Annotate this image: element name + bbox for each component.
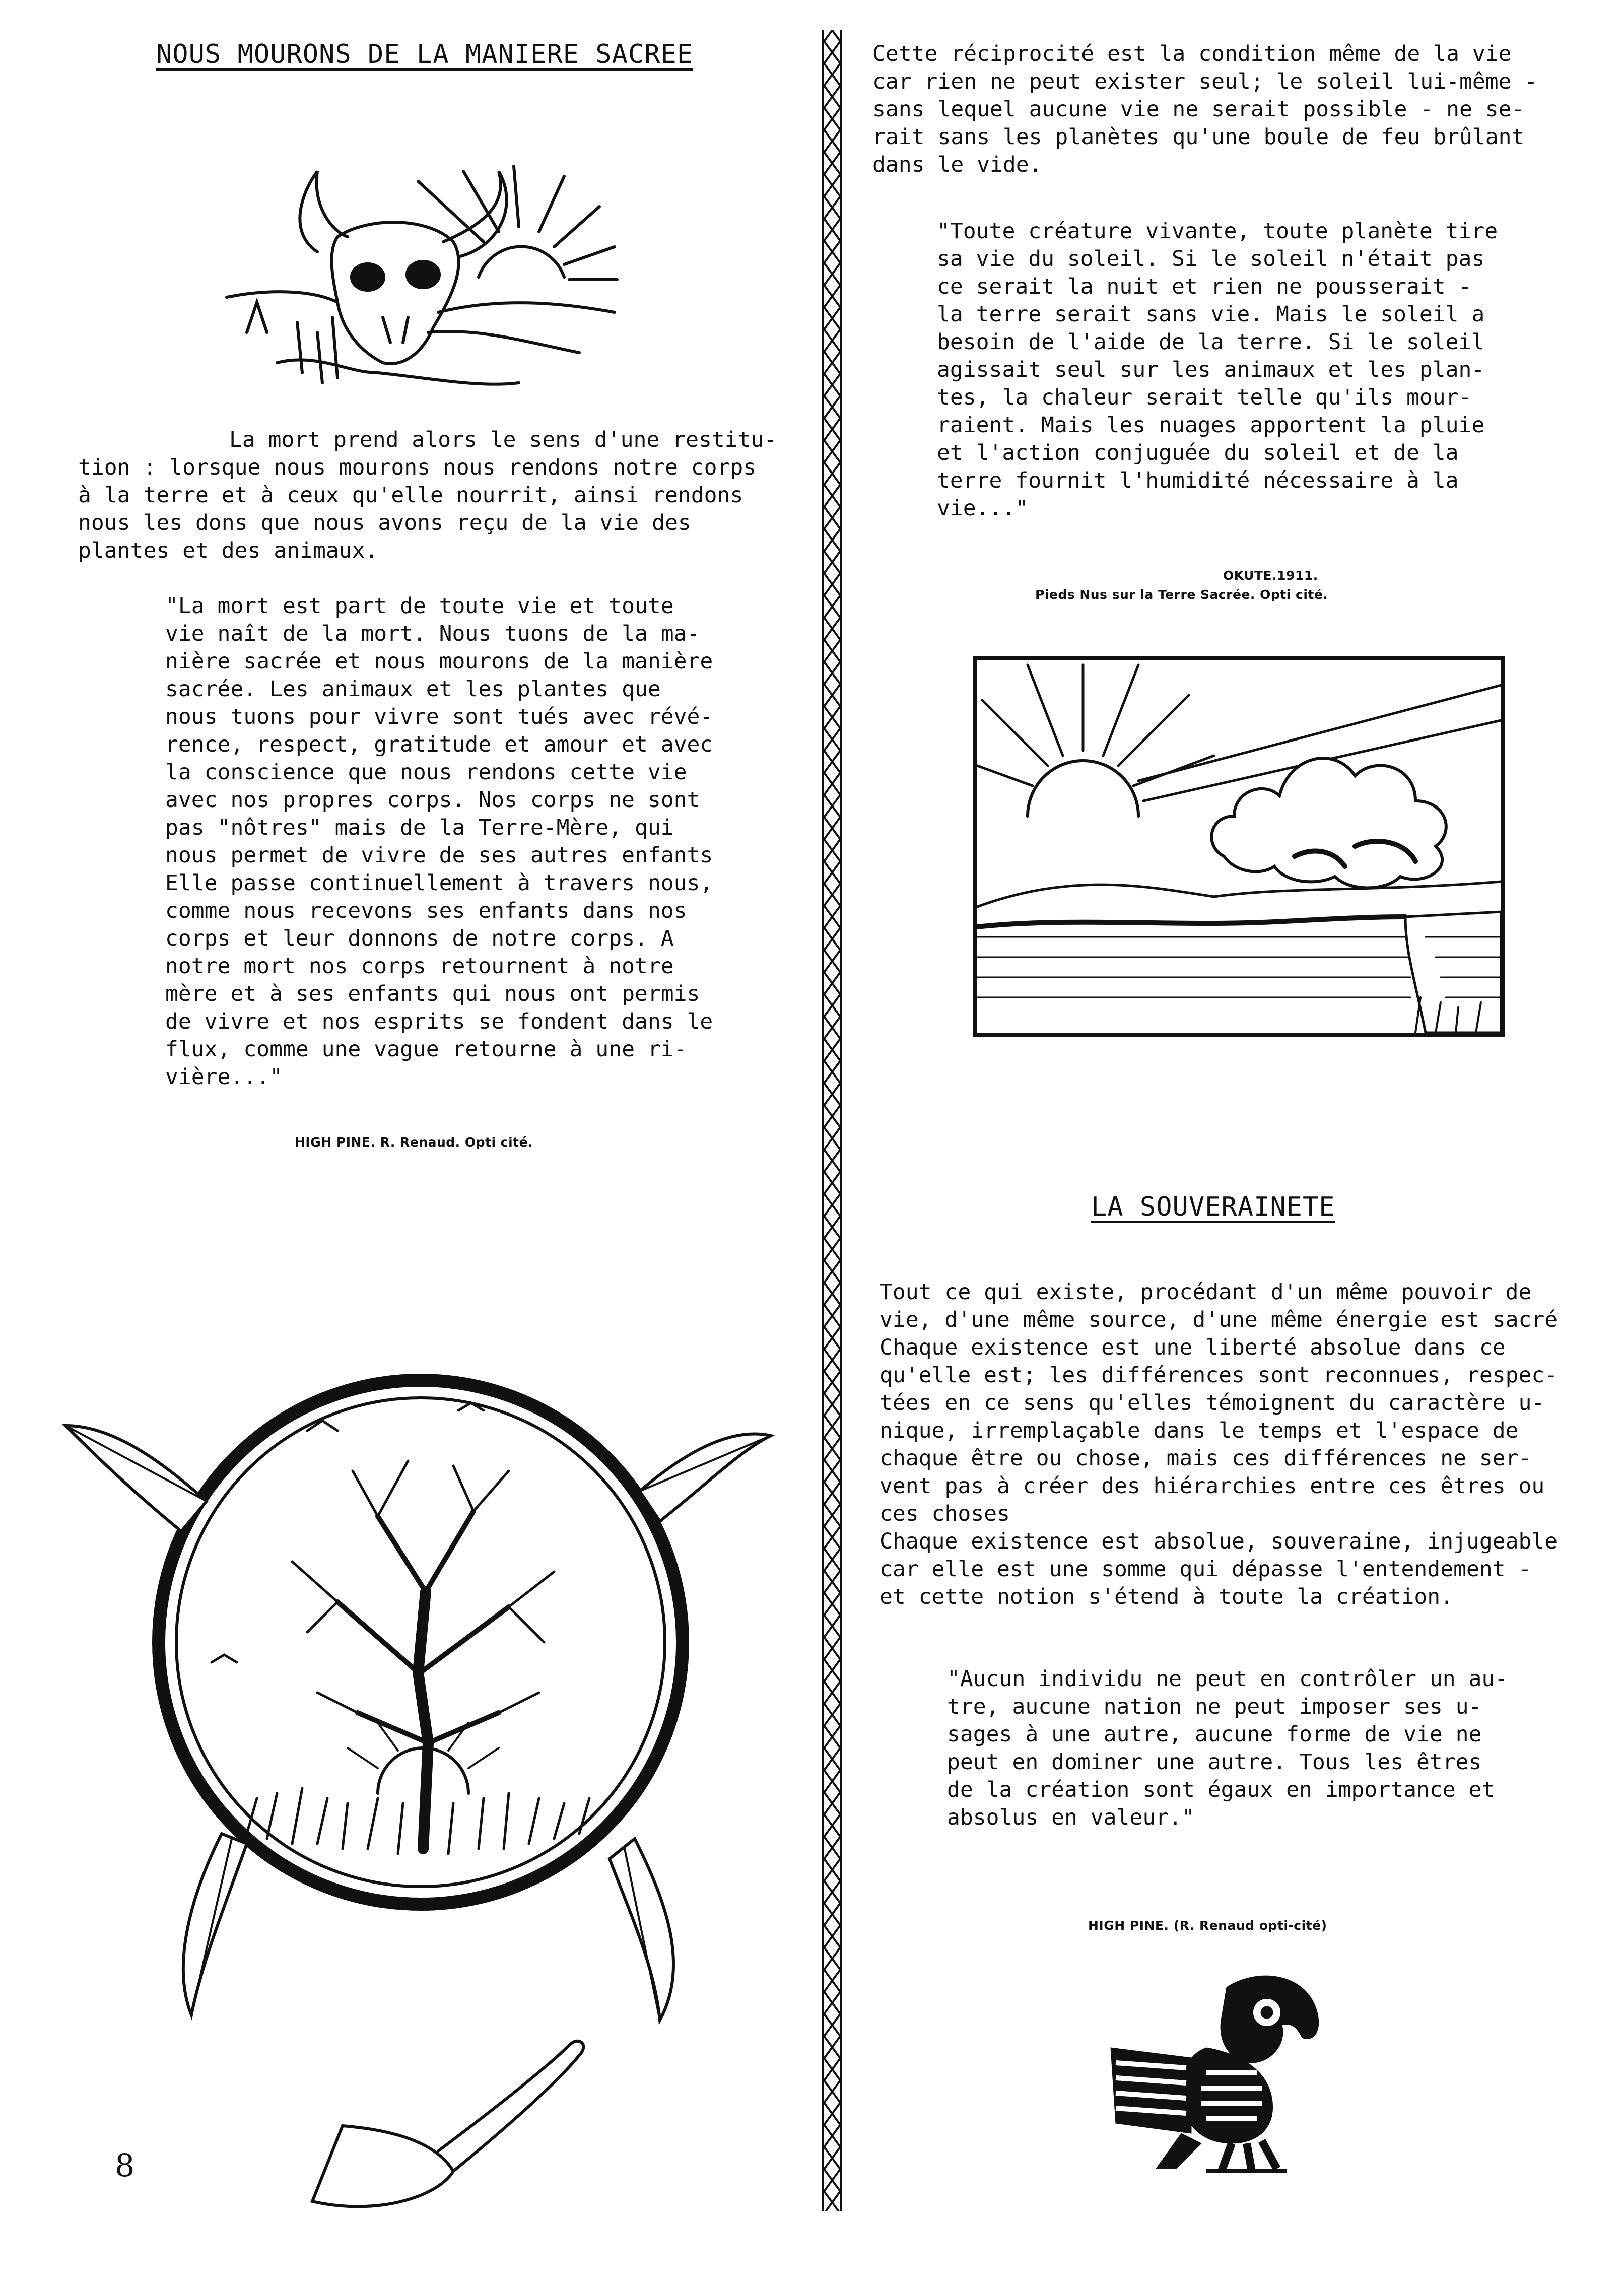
quote-okute-sun: "Toute créature vivante, toute planète tire sa vie du soleil. Si le soleil n'était pas ce serait la nuit et rien ne pousserait - la terre serait sans vie. Mais le soleil a besoin de l'aide de la terre. Si le soleil agissait seul sur les animaux et les plan- tes, la chaleur serait telle qu'ils mour- raient. Mais les nuages apportent la pluie et l'action conjuguée du soleil et de la terre fournit l'humidité nécessaire à la vie..." [937, 219, 1498, 521]
section-title-sovereignty: LA SOUVERAINETE [1091, 1192, 1335, 1222]
paragraph-sovereignty: Tout ce qui existe, procédant d'un même pouvoir de vie, d'une même source, d'une même énergie est sacré Chaque existence est une liberté absolue dans ce qu'elle est; les différences sont reconnues, respec- tées en ce sens qu'elles témoignent du caractère u- nique, irremplaçable dans le temps et l'espace de chaque être ou chose, mais ces différences ne ser- vent pas à créer des hiérarchies entre ces êtres ou ces choses Chaque existence est absolue, souveraine, injugeable car elle est une somme qui dépasse l'entendement - et cette notion s'étend à toute la création. [879, 1280, 1558, 1609]
eagle-glyph-illustration [1106, 1967, 1342, 2174]
intro-paragraph-death: La mort prend alors le sens d'une restitu- tion : lorsque nous mourons nous rendons notre corps à la terre et à ceux qu'elle nourrit, ainsi rendons nous les dons que nous avons reçu de la vie des plantes et des animaux. [78, 427, 777, 563]
quote-high-pine-sovereignty: "Aucun individu ne peut en contrôler un au- tre, aucune nation ne peut imposer ses u- sages à une autre, aucune forme de vie ne peut en dominer une autre. Tous les êtres de la création sont égaux en importance et absolus en valeur." [947, 1666, 1508, 1830]
page-number: 8 [115, 2147, 135, 2184]
decorative-column-divider [822, 30, 842, 2211]
buffalo-skull-illustration [217, 151, 620, 413]
citation-okute-year: OKUTE.1911. [1223, 568, 1318, 583]
quote-high-pine-death: "La mort est part de toute vie et toute vie naît de la mort. Nous tuons de la ma- nière sacrée et nous mourons de la manière sacrée. Les animaux et les plantes que nous tuons pour vivre sont tués avec révé- rence, respect, gratitude et amour et avec la conscience que nous rendons cette vie avec nos propres corps. Nos corps ne sont pas "nôtres" mais de la Terre-Mère, qui nous permet de vivre de ses autres enfants Elle passe continuellement à travers nous, comme nous recevons ses enfants dans nos corps et leur donnons de notre corps. A notre mort nos corps retournent à notre mère et à ses enfants qui nous ont permis de vivre et nos esprits se fondent dans le flux, comme une vague retourne à une ri- vière..." [165, 593, 713, 1090]
sun-cloud-landscape-illustration [972, 655, 1506, 1038]
intro-paragraph-reciprocity: Cette réciprocité est la condition même de la vie car rien ne peut exister seul; le soleil lui-même - sans lequel aucune vie ne serait possible - ne se- rait sans les planètes qu'une boule de feu brûlant dans le vide. [872, 41, 1538, 177]
citation-high-pine-sovereignty: HIGH PINE. (R. Renaud opti-cité) [1088, 1918, 1327, 1933]
citation-high-pine: HIGH PINE. R. Renaud. Opti cité. [295, 1135, 533, 1150]
dreamcatcher-tree-illustration [55, 1280, 786, 2237]
citation-okute-source: Pieds Nus sur la Terre Sacrée. Opti cité. [1035, 587, 1328, 602]
section-title-sacred-death: NOUS MOURONS DE LA MANIERE SACREE [156, 39, 694, 70]
